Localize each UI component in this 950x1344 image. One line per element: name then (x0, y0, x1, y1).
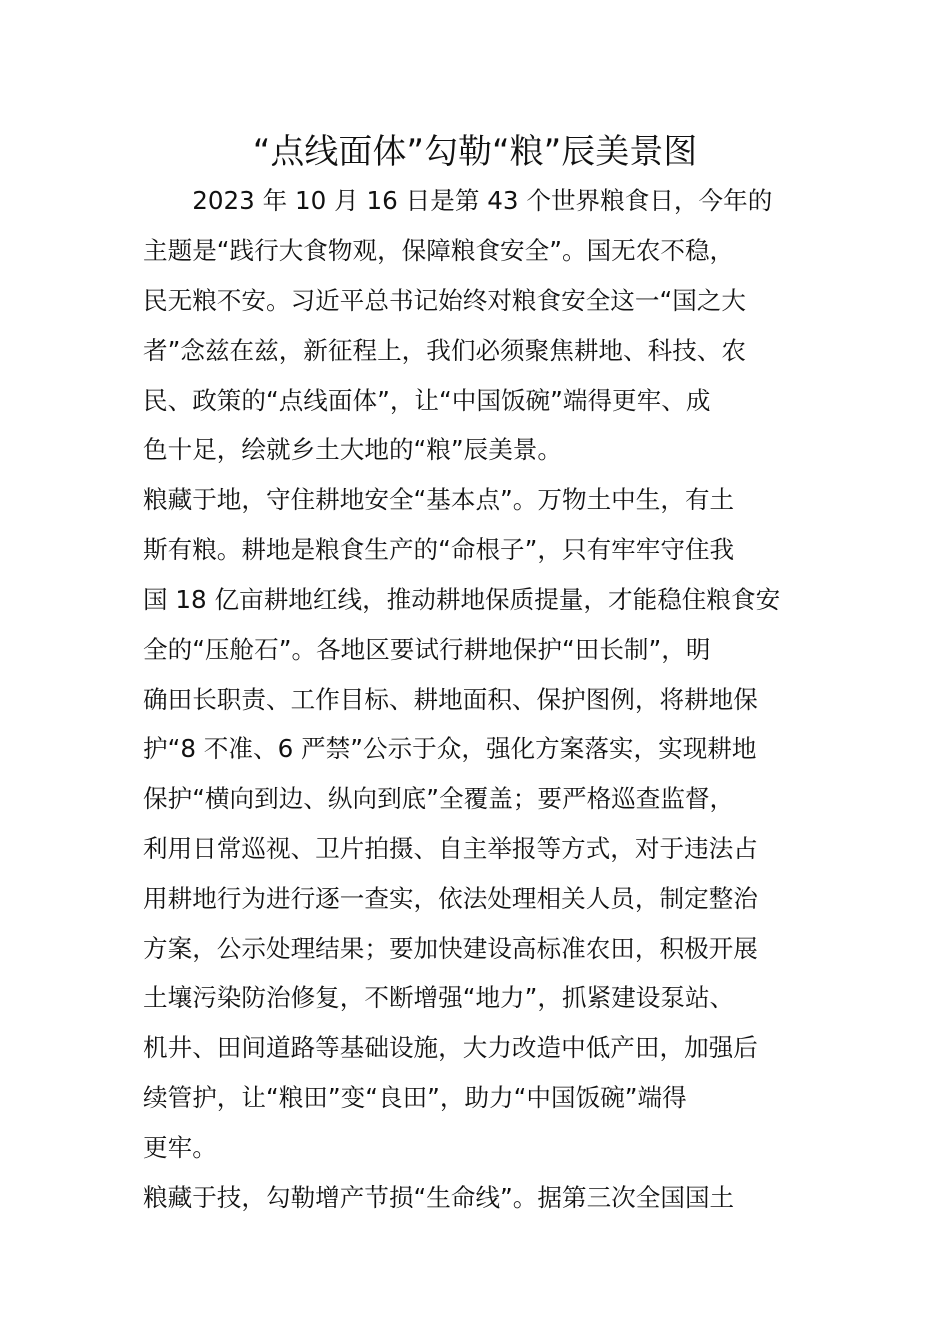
text-line: 主题是“践行大食物观，保障粮食安全”。国无农不稳， (143, 236, 735, 265)
text-line: 护“8 不准、6 严禁”公示于众，强化方案落实，实现耕地 (143, 734, 757, 763)
text-line: 确田长职责、工作目标、耕地面积、保护图例，将耕地保 (143, 685, 758, 714)
document-title: “点线面体”勾勒“粮”辰美景图 (252, 132, 698, 172)
text-line: 民无粮不安。习近平总书记始终对粮食安全这一“国之大 (143, 286, 746, 315)
text-line: 色十足，绘就乡土大地的“粮”辰美景。 (143, 435, 562, 464)
text-line: 机井、田间道路等基础设施，大力改造中低产田，加强后 (143, 1033, 758, 1062)
text-line: 2023 年 10 月 16 日是第 43 个世界粮食日，今年的 (143, 186, 773, 215)
text-line: 全的“压舱石”。各地区要试行耕地保护“田长制”，明 (143, 635, 711, 664)
text-line: 粮藏于技，勾勒增产节损“生命线”。据第三次全国国土 (143, 1183, 735, 1212)
text-line: 民、政策的“点线面体”，让“中国饭碗”端得更牢、成 (143, 386, 711, 415)
text-line: 者”念兹在兹，新征程上，我们必须聚焦耕地、科技、农 (143, 336, 746, 365)
text-line: 更牢。 (143, 1133, 217, 1162)
text-line: 方案，公示处理结果；要加快建设高标准农田，积极开展 (143, 934, 758, 963)
text-line: 利用日常巡视、卫片拍摄、自主举报等方式，对于违法占 (143, 834, 758, 863)
text-line: 斯有粮。耕地是粮食生产的“命根子”，只有牢牢守住我 (143, 535, 735, 564)
text-line: 用耕地行为进行逐一查实，依法处理相关人员，制定整治 (143, 884, 758, 913)
text-line: 粮藏于地，守住耕地安全“基本点”。万物土中生，有土 (143, 485, 735, 514)
text-line: 保护“横向到边、纵向到底”全覆盖；要严格巡查监督， (143, 784, 735, 813)
text-line: 续管护，让“粮田”变“良田”，助力“中国饭碗”端得 (143, 1083, 687, 1112)
text-line: 国 18 亿亩耕地红线，推动耕地保质提量，才能稳住粮食安 (143, 585, 781, 614)
text-line: 土壤污染防治修复，不断增强“地力”，抓紧建设泵站、 (143, 983, 735, 1012)
